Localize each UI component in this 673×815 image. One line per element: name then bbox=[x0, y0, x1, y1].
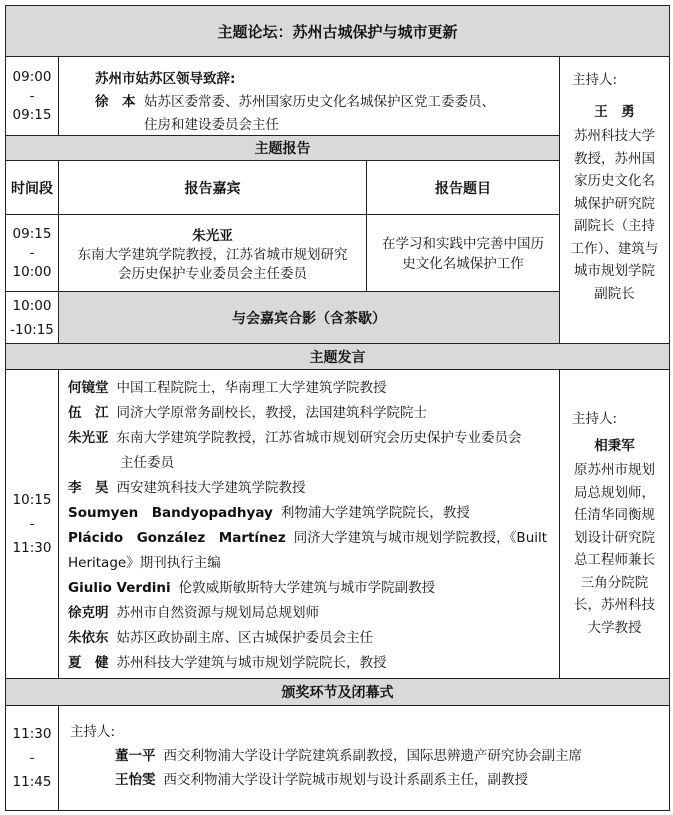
col-speaker-header: 报告嘉宾 bbox=[58, 160, 367, 215]
speaker-item: Giulio Verdini 伦敦威斯敏斯特大学建筑与城市学院副教授 bbox=[68, 580, 436, 596]
closing-time: 11:30 - 11:45 bbox=[5, 705, 59, 811]
opening-time: 09:00 - 09:15 bbox=[5, 56, 59, 136]
host-label: 主持人: bbox=[572, 72, 618, 88]
report-speaker-name: 朱光亚 bbox=[192, 228, 233, 244]
photo-session: 与会嘉宾合影（含茶歇） bbox=[58, 291, 560, 344]
opening-speech: 苏州市姑苏区领导致辞: 徐 本 姑苏区委常委、苏州国家历史文化名城保护区党工委委员、 住房和建设委员会主任 bbox=[58, 56, 560, 136]
speaker-item: Soumyen Bandyopadhyay 利物浦大学建筑学院院长，教授 bbox=[68, 505, 470, 521]
closing-host-item: 王怡雯 西交利物浦大学设计学院城市规划与设计系副系主任，副教授 bbox=[115, 772, 528, 788]
photo-time: 10:00 -10:15 bbox=[5, 291, 59, 344]
forum-title-text: 主题论坛：苏州古城保护与城市更新 bbox=[217, 22, 458, 41]
host-panel-2: 主持人: 相秉军 原苏州市规划 局总规划师， 任清华同衡规 划设计研究院 总工程师兼长 三角分院院 长，苏州科技 大学教授 bbox=[559, 369, 670, 679]
speaker-item: 何镜堂 中国工程院院士，华南理工大学建筑学院教授 bbox=[68, 380, 387, 396]
speaker-item: 伍 江 同济大学原常务副校长，教授，法国建筑科学院院士 bbox=[68, 405, 427, 421]
report-topic: 在学习和实践中完善中国历 史文化名城保护工作 bbox=[366, 214, 560, 292]
speaker-item: 李 昊 西安建筑科技大学建筑学院教授 bbox=[68, 480, 306, 496]
host-name: 相秉军 bbox=[594, 437, 635, 454]
opening-heading: 苏州市姑苏区领导致辞: bbox=[95, 71, 236, 87]
host-label: 主持人: bbox=[572, 411, 618, 427]
opening-speaker-name: 徐 本 bbox=[95, 94, 136, 110]
closing-host-label: 主持人: bbox=[70, 724, 116, 740]
forum-title bbox=[5, 5, 670, 57]
host-panel-1: 主持人: 王 勇 苏州科技大学 教授，苏州国 家历史文化名 城保护研究院 副院长（主持 工作）、建筑与 城市规划学院 副院长 bbox=[559, 56, 670, 344]
speaker-item: 朱依东 姑苏区政协副主席、区古城保护委员会主任 bbox=[68, 630, 373, 646]
speaker-item: 徐克明 苏州市自然资源与规划局总规划师 bbox=[68, 605, 319, 621]
speeches-list: 何镜堂 中国工程院院士，华南理工大学建筑学院教授 伍 江 同济大学原常务副校长，教授，法国建筑科学院院士 朱光亚 东南大学建筑学院教授，江苏省城市规划研究会历史保护专业委员会 主任委员 李 昊 西安建筑科技大学建筑学院教授 Soumyen Bandyopadhyay 利物浦大学建筑学院院长，教授 Plácido González Martínez 同济大学建筑与城市规划学院教授，《Built Heritage》期刊执行主编 Giulio Verdini 伦敦威斯敏斯特大学建筑与城市学院副教授 徐克明 苏州市自然资源与规划局总规划师 朱依东 姑苏区政协副主席、区古城保护委员会主任 夏 健 苏州科技大学建筑与城市规划学院院长，教授 bbox=[58, 369, 560, 679]
speaker-item: 夏 健 苏州科技大学建筑与城市规划学院院长，教授 bbox=[68, 655, 387, 671]
closing-host-item: 董一平 西交利物浦大学设计学院建筑系副教授，国际思辨遗产研究协会副主席 bbox=[115, 748, 582, 764]
closing-hosts bbox=[58, 705, 670, 811]
report-section-header: 主题报告 bbox=[5, 135, 560, 161]
closing-section-header: 颁奖环节及闭幕式 bbox=[5, 678, 670, 706]
col-topic-header: 报告题目 bbox=[366, 160, 560, 215]
host-name: 王 勇 bbox=[594, 103, 635, 120]
speaker-item: Plácido González Martínez 同济大学建筑与城市规划学院教授，《Built bbox=[68, 530, 548, 546]
report-time: 09:15 - 10:00 bbox=[5, 214, 59, 292]
opening-speaker-title: 姑苏区委常委、苏州国家历史文化名城保护区党工委委员、 bbox=[144, 94, 495, 110]
report-speaker: 朱光亚 东南大学建筑学院教授，江苏省城市规划研究 会历史保护专业委员会主任委员 bbox=[58, 214, 367, 292]
speaker-item: 朱光亚 东南大学建筑学院教授，江苏省城市规划研究会历史保护专业委员会 bbox=[68, 430, 522, 446]
speeches-time: 10:15 - 11:30 bbox=[5, 369, 59, 679]
speeches-section-header: 主题发言 bbox=[5, 343, 670, 370]
col-time-header: 时间段 bbox=[5, 160, 59, 215]
